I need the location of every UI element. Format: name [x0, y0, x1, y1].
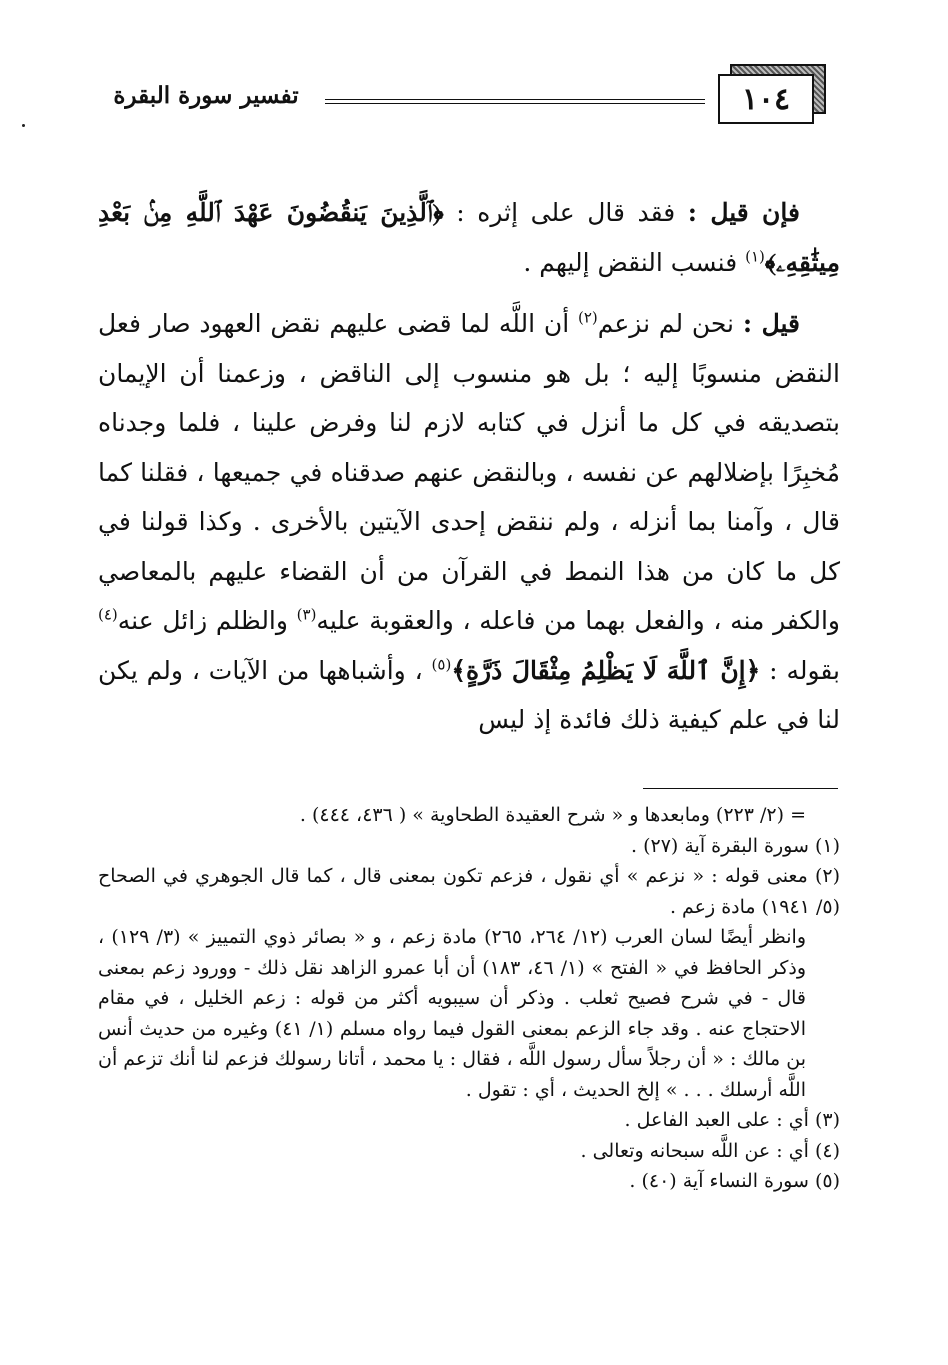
- paragraph-2-text-c: والظلم زائل عنه: [117, 606, 288, 635]
- quran-verse-1: ﴿ٱلَّذِينَ يَنقُضُونَ عَهْدَ ٱللَّهِ مِنۢ بَعْدِ مِيثَٰقِهِۦ﴾: [98, 198, 840, 277]
- paragraph-2-text-d: بقوله :: [769, 655, 840, 685]
- page-number: [718, 74, 814, 124]
- paragraph-2-text-a: نحن لم نزعم: [597, 309, 735, 338]
- footnote-ref-5: (٥): [431, 655, 452, 674]
- footnote-2a: (٢) معنى قوله : « نزعم » أي نقول ، فزعم تكون بمعنى قال ، كما قال الجوهري في الصحاح (٥/ ١٩٤١) مادة زعم .: [98, 865, 840, 918]
- footnote-ref-4: (٤): [98, 605, 118, 624]
- paragraph-2-text-b: أن اللَّه لما قضى عليهم نقض العهود صار فعل النقض منسوبًا إليه ؛ بل هو منسوب إلى الناقض ، وزعمنا أن الإيمان بتصديقه في كل ما أنزل في كتابه لازم لنا وفرض علينا ، فلما وجدناه مُخبِرًا بإضلالهم عن نفسه ، وبالنقض عنهم صدقناه في جميعها ، فقلنا كما قال ، وآمنا بما أنزله ، ولم ننقض إحدى الآيتين بالأخرى . وكذا قولنا في كل ما كان من هذا النمط في القرآن من أن القضاء عليهم بالمعاصي والكفر منه ، والفعل بهما من فاعله ، والعقوبة عليه: [98, 309, 840, 635]
- page-number-text: ١٠٤: [741, 81, 791, 117]
- paragraph-2-text-e: ، وأشباهها من الآيات ، ولم يكن لنا في علم كيفية ذلك فائدة إذ ليس: [98, 655, 840, 734]
- scan-dot: [22, 124, 25, 127]
- footnote-continued: = (٢/ ٢٢٣) ومابعدها و « شرح العقيدة الطحاوية » ( ٤٣٦، ٤٤٤) .: [299, 804, 806, 826]
- footnote-5: (٥) سورة النساء آية (٤٠) .: [629, 1170, 840, 1192]
- paragraph-1-text-b: فنسب النقض إليهم .: [523, 247, 738, 277]
- paragraph-1: [98, 188, 840, 287]
- paragraph-2-lead: قيل :: [742, 309, 801, 338]
- footnote-ref-2: (٢): [577, 308, 598, 327]
- footnotes: [98, 800, 840, 1197]
- paragraph-1-text-a: فقد قال على إثره :: [456, 198, 676, 227]
- footnote-1: (١) سورة البقرة آية (٢٧) .: [630, 834, 840, 857]
- footnote-ref-3: (٣): [296, 605, 317, 624]
- main-text: [98, 188, 840, 757]
- header-rule: [325, 99, 705, 104]
- footnote-ref-1: (١): [745, 247, 765, 266]
- footnote-4: (٤) أي : عن اللَّه سبحانه وتعالى .: [580, 1139, 840, 1162]
- footnote-rule: [643, 788, 838, 789]
- paragraph-1-lead: فإن قيل :: [687, 198, 800, 227]
- footnote-2b: وانظر أيضًا لسان العرب (١٢/ ٢٦٤، ٢٦٥) مادة زعم ، و « بصائر ذوي التمييز » (٣/ ١٢٩) ، وذكر الحافظ في « الفتح » (١/ ٤٦، ١٨٣) أن أبا عمرو الزاهد نقل ذلك - وورود زعم بمعنى قال - في شرح فصيح ثعلب . وذكر أن سيبويه أكثر من قوله : زعم الخليل ، في مقام الاحتجاج عنه . وقد جاء الزعم بمعنى القول فيما رواه مسلم (١/ ٤١) وغيره من حديث أنس بن مالك : « أن رجلاً سأل رسول اللَّه ، فقال : يا محمد ، أتانا رسولك فزعم لنا أنك تزعم أن اللَّه أرسلك . . . » إلخ الحديث ، أي : تقول .: [98, 926, 807, 1101]
- quran-verse-2: ﴿إِنَّ ٱللَّهَ لَا يَظْلِمُ مِثْقَالَ ذَرَّةٍ﴾: [451, 655, 761, 685]
- footnote-3: (٣) أي : على العبد الفاعل .: [624, 1109, 840, 1131]
- running-title: تفسير سورة البقرة: [113, 82, 299, 109]
- paragraph-2: [98, 299, 840, 745]
